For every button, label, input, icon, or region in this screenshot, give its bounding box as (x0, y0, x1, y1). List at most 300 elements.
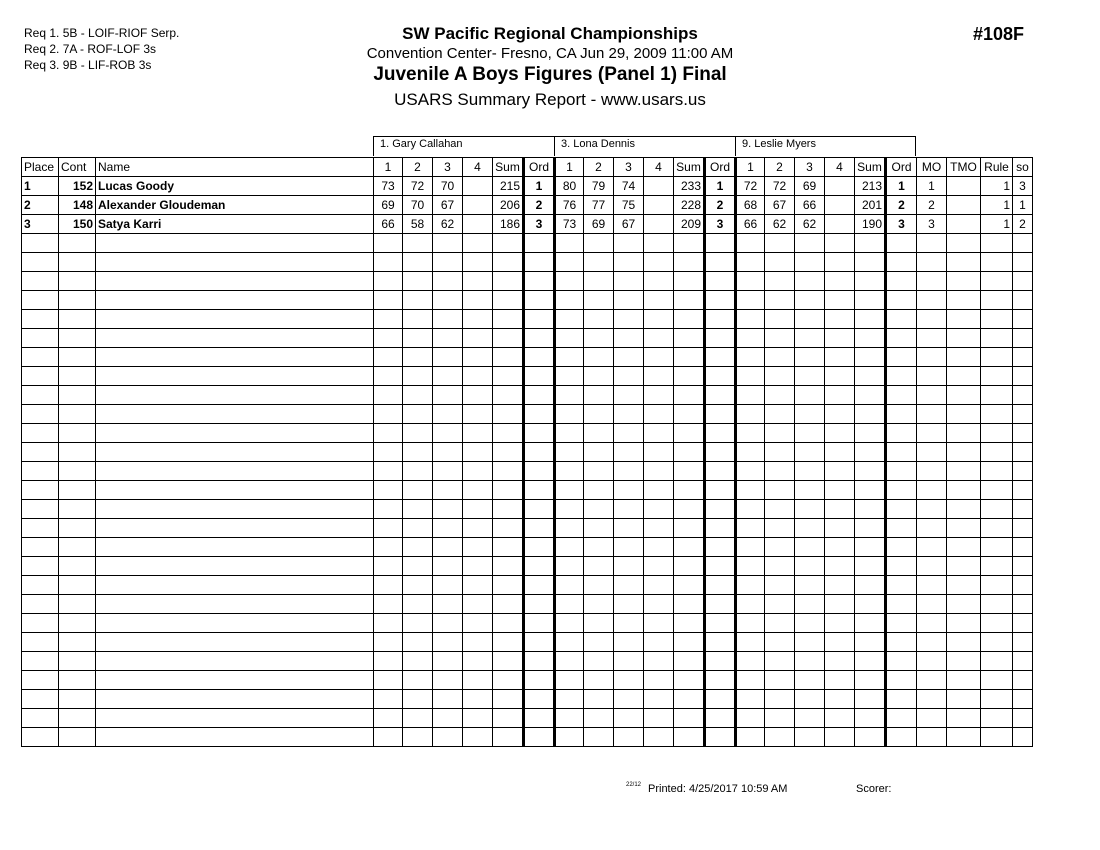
competition-title: SW Pacific Regional Championships (402, 24, 698, 43)
rule-cell: 1 (981, 177, 1013, 196)
cont-cell (59, 709, 96, 728)
judge2-score-3-cell (614, 367, 644, 386)
empty-row (22, 329, 1033, 348)
judge2-sum-cell: 228 (674, 196, 705, 215)
judge2-ord-cell (705, 709, 736, 728)
judge2-score-1-cell (555, 690, 584, 709)
judge-header-row (373, 136, 916, 157)
mo-cell (917, 595, 947, 614)
judge2-score-3-cell (614, 405, 644, 424)
rule-cell (981, 538, 1013, 557)
empty-row (22, 367, 1033, 386)
judge2-score-4-cell (644, 310, 674, 329)
judge3-score-3-cell (795, 367, 825, 386)
judge2-sum-cell (674, 728, 705, 747)
skater-name-cell (96, 652, 374, 671)
judge1-sum-cell (493, 272, 524, 291)
judge3-score-4-cell (825, 538, 855, 557)
skater-name-cell (96, 690, 374, 709)
skater-name-cell (96, 595, 374, 614)
judge3-score-2-cell (765, 386, 795, 405)
tmo-cell (947, 671, 981, 690)
judge2-ord-cell (705, 557, 736, 576)
judge2-score-1-cell (555, 348, 584, 367)
judge2-ord-cell: 2 (705, 196, 736, 215)
so-cell (1013, 348, 1033, 367)
judge1-score-2-cell (403, 633, 433, 652)
judge2-ord-cell (705, 348, 736, 367)
so-cell (1013, 310, 1033, 329)
judge1-ord-cell (524, 538, 555, 557)
rule-cell: 1 (981, 196, 1013, 215)
place-cell (22, 405, 59, 424)
judge2-score-2-cell (584, 595, 614, 614)
judge1-score-1-cell (374, 690, 403, 709)
judge1-score-3-cell (433, 424, 463, 443)
judge2-score-1-cell (555, 291, 584, 310)
judge3-score-4-cell (825, 595, 855, 614)
place-cell (22, 424, 59, 443)
place-cell (22, 234, 59, 253)
judge2-sum-cell (674, 500, 705, 519)
judge2-score-4-cell (644, 500, 674, 519)
judge1-sum-cell (493, 519, 524, 538)
judge3-score-3-cell (795, 500, 825, 519)
so-cell (1013, 272, 1033, 291)
judge3-ord-cell (886, 329, 917, 348)
so-cell (1013, 595, 1033, 614)
so-cell (1013, 462, 1033, 481)
judge1-score-4-cell (463, 500, 493, 519)
tmo-cell (947, 500, 981, 519)
judge1-ord-cell (524, 329, 555, 348)
tmo-cell (947, 519, 981, 538)
judge3-score-2-cell (765, 272, 795, 291)
judge2-ord-cell (705, 234, 736, 253)
judge1-score-3-cell: 70 (433, 177, 463, 196)
empty-row (22, 728, 1033, 747)
judge2-score-2-cell (584, 519, 614, 538)
judge1-sum-cell (493, 538, 524, 557)
judge3-ord-cell (886, 614, 917, 633)
judge3-ord-cell (886, 291, 917, 310)
judge3-score-4-cell (825, 500, 855, 519)
skater-name-cell (96, 443, 374, 462)
table-row (22, 215, 1033, 234)
judge3-score-2-cell (765, 614, 795, 633)
judge1-score-4-cell (463, 348, 493, 367)
judge3-ord-cell (886, 481, 917, 500)
judge2-score-2-cell (584, 234, 614, 253)
judge3-sum-cell (855, 538, 886, 557)
judge3-score-1-cell (736, 576, 765, 595)
mo-cell (917, 671, 947, 690)
empty-row (22, 386, 1033, 405)
judge3-score-3-cell (795, 557, 825, 576)
judge1-score-3-cell (433, 557, 463, 576)
cont-cell (59, 291, 96, 310)
rule-cell (981, 424, 1013, 443)
judge1-score-4-cell (463, 424, 493, 443)
judge2-score-1-cell (555, 443, 584, 462)
judge3-score-1-cell (736, 595, 765, 614)
judge2-sum-cell (674, 386, 705, 405)
judge1-score-3-cell (433, 234, 463, 253)
judge2-score-1-cell (555, 519, 584, 538)
judge3-score-1-cell (736, 500, 765, 519)
rule-cell (981, 652, 1013, 671)
judge3-sum-cell (855, 728, 886, 747)
judge1-score-2-cell: 70 (403, 196, 433, 215)
judge3-score-4-cell (825, 310, 855, 329)
judge2-score-3-cell: 67 (614, 215, 644, 234)
judge2-score-2-cell (584, 728, 614, 747)
judge3-score-4-cell (825, 196, 855, 215)
skater-name-cell (96, 272, 374, 291)
mo-cell (917, 253, 947, 272)
judge2-ord-cell (705, 519, 736, 538)
cont-cell (59, 329, 96, 348)
place-cell (22, 291, 59, 310)
judge2-score-2-cell (584, 291, 614, 310)
col-j1-ord: Ord (524, 158, 555, 177)
judge2-score-2-cell (584, 709, 614, 728)
judge3-score-4-cell (825, 291, 855, 310)
judge3-score-2-cell (765, 348, 795, 367)
col-j1-3: 3 (433, 158, 463, 177)
judge3-ord-cell (886, 367, 917, 386)
rule-cell (981, 443, 1013, 462)
judge1-sum-cell (493, 576, 524, 595)
judge2-score-1-cell (555, 310, 584, 329)
judge3-sum-cell (855, 253, 886, 272)
tmo-cell (947, 405, 981, 424)
judge3-score-2-cell (765, 652, 795, 671)
mo-cell (917, 329, 947, 348)
judge1-score-2-cell (403, 424, 433, 443)
col-j3-3: 3 (795, 158, 825, 177)
cont-cell (59, 614, 96, 633)
judge2-ord-cell (705, 500, 736, 519)
judge2-ord-cell (705, 386, 736, 405)
judge1-score-3-cell (433, 348, 463, 367)
judge3-ord-cell (886, 595, 917, 614)
judge3-score-2-cell (765, 557, 795, 576)
mo-cell: 3 (917, 215, 947, 234)
judge3-score-3-cell (795, 481, 825, 500)
judge3-sum-cell: 201 (855, 196, 886, 215)
skater-name-cell (96, 633, 374, 652)
judge3-score-1-cell (736, 671, 765, 690)
skater-name-cell (96, 234, 374, 253)
judge2-score-4-cell (644, 652, 674, 671)
judge1-score-4-cell (463, 443, 493, 462)
rule-cell (981, 728, 1013, 747)
judge3-ord-cell (886, 272, 917, 291)
judge3-sum-cell (855, 557, 886, 576)
judge1-ord-cell (524, 614, 555, 633)
so-cell (1013, 234, 1033, 253)
judge1-score-4-cell (463, 519, 493, 538)
judge1-sum-cell (493, 595, 524, 614)
judge1-score-2-cell (403, 519, 433, 538)
table-row (22, 177, 1033, 196)
judge2-score-3-cell (614, 519, 644, 538)
judge2-score-4-cell (644, 481, 674, 500)
judge2-score-4-cell (644, 405, 674, 424)
empty-row (22, 424, 1033, 443)
judge1-score-3-cell (433, 481, 463, 500)
empty-row (22, 481, 1033, 500)
judge2-ord-cell (705, 291, 736, 310)
cont-cell (59, 519, 96, 538)
skater-name-cell (96, 310, 374, 329)
judge1-score-1-cell (374, 557, 403, 576)
judge1-score-4-cell (463, 405, 493, 424)
mo-cell (917, 405, 947, 424)
empty-row (22, 595, 1033, 614)
so-cell (1013, 253, 1033, 272)
judge1-sum-cell (493, 234, 524, 253)
judge1-sum-cell (493, 709, 524, 728)
rule-cell (981, 329, 1013, 348)
judge2-score-3-cell (614, 671, 644, 690)
judge1-score-4-cell (463, 652, 493, 671)
mo-cell (917, 348, 947, 367)
judge2-score-3-cell (614, 709, 644, 728)
judge3-score-3-cell (795, 253, 825, 272)
judge3-score-1-cell (736, 690, 765, 709)
footer-code: 22/12 (626, 782, 642, 788)
tmo-cell (947, 728, 981, 747)
judge3-score-1-cell (736, 348, 765, 367)
judge2-ord-cell (705, 367, 736, 386)
col-cont: Cont (59, 158, 96, 177)
so-cell (1013, 481, 1033, 500)
judge3-ord-cell (886, 424, 917, 443)
judge2-score-1-cell (555, 500, 584, 519)
judge2-ord-cell (705, 576, 736, 595)
place-cell (22, 500, 59, 519)
col-j3-1: 1 (736, 158, 765, 177)
tmo-cell (947, 576, 981, 595)
judge3-score-4-cell (825, 329, 855, 348)
tmo-cell (947, 310, 981, 329)
judge1-score-3-cell (433, 310, 463, 329)
judge2-ord-cell (705, 652, 736, 671)
judge1-score-3-cell (433, 443, 463, 462)
judge3-score-4-cell (825, 215, 855, 234)
col-j2-sum: Sum (674, 158, 705, 177)
judge2-sum-cell (674, 671, 705, 690)
judge1-score-2-cell (403, 557, 433, 576)
judge2-sum-cell (674, 291, 705, 310)
cont-cell (59, 253, 96, 272)
tmo-cell (947, 557, 981, 576)
judge2-score-1-cell (555, 481, 584, 500)
judge1-ord-cell (524, 671, 555, 690)
judge2-score-1-cell (555, 329, 584, 348)
judge1-score-2-cell (403, 405, 433, 424)
cont-cell (59, 367, 96, 386)
rule-cell (981, 234, 1013, 253)
so-cell (1013, 500, 1033, 519)
judge3-score-2-cell (765, 424, 795, 443)
judge1-ord-cell (524, 633, 555, 652)
judge1-sum-cell (493, 424, 524, 443)
skater-name-cell (96, 424, 374, 443)
empty-row (22, 405, 1033, 424)
so-cell (1013, 405, 1033, 424)
judge1-score-3-cell (433, 728, 463, 747)
tmo-cell (947, 595, 981, 614)
rule-cell (981, 671, 1013, 690)
empty-row (22, 614, 1033, 633)
empty-row (22, 443, 1033, 462)
judge3-sum-cell (855, 652, 886, 671)
judge2-score-4-cell (644, 709, 674, 728)
judge1-score-3-cell (433, 671, 463, 690)
judge2-score-2-cell (584, 671, 614, 690)
judge1-ord-cell (524, 481, 555, 500)
skater-name-cell (96, 329, 374, 348)
empty-row (22, 462, 1033, 481)
judge1-score-4-cell (463, 614, 493, 633)
so-cell (1013, 538, 1033, 557)
judge2-ord-cell (705, 595, 736, 614)
rule-cell (981, 690, 1013, 709)
judge3-score-4-cell (825, 614, 855, 633)
judge2-score-3-cell (614, 557, 644, 576)
judge2-score-3-cell (614, 291, 644, 310)
judge3-score-3-cell (795, 576, 825, 595)
judge3-score-1-cell (736, 424, 765, 443)
judge1-ord-cell (524, 576, 555, 595)
judge2-score-3-cell (614, 500, 644, 519)
judge3-score-1-cell (736, 633, 765, 652)
judge2-score-4-cell (644, 196, 674, 215)
judge3-ord-cell (886, 728, 917, 747)
judge2-score-4-cell (644, 424, 674, 443)
tmo-cell (947, 177, 981, 196)
judge3-score-1-cell (736, 272, 765, 291)
so-cell (1013, 728, 1033, 747)
judge3-ord-cell (886, 462, 917, 481)
judge3-score-1-cell (736, 709, 765, 728)
judge1-sum-cell (493, 481, 524, 500)
skater-name-cell (96, 481, 374, 500)
judge1-score-2-cell (403, 348, 433, 367)
judge1-score-2-cell (403, 614, 433, 633)
judge2-score-4-cell (644, 519, 674, 538)
judge1-score-1-cell (374, 728, 403, 747)
col-j3-4: 4 (825, 158, 855, 177)
judge3-score-1-cell: 66 (736, 215, 765, 234)
judge2-sum-cell (674, 557, 705, 576)
judge2-ord-cell (705, 690, 736, 709)
rule-cell (981, 481, 1013, 500)
judge1-score-3-cell (433, 253, 463, 272)
judge3-sum-cell (855, 405, 886, 424)
judge3-score-4-cell (825, 671, 855, 690)
col-j2-1: 1 (555, 158, 584, 177)
judge1-score-4-cell (463, 633, 493, 652)
column-header-row (22, 158, 1033, 177)
judge2-score-4-cell (644, 291, 674, 310)
judge1-score-3-cell: 67 (433, 196, 463, 215)
tmo-cell (947, 462, 981, 481)
mo-cell (917, 367, 947, 386)
judge3-score-3-cell (795, 272, 825, 291)
skater-name-cell (96, 386, 374, 405)
judge2-score-4-cell (644, 671, 674, 690)
place-cell (22, 671, 59, 690)
judge2-score-2-cell (584, 386, 614, 405)
judge3-score-3-cell (795, 386, 825, 405)
judge3-sum-cell (855, 633, 886, 652)
judge2-score-3-cell (614, 690, 644, 709)
judge1-score-2-cell (403, 272, 433, 291)
rule-cell (981, 500, 1013, 519)
judge1-score-4-cell (463, 234, 493, 253)
judge2-score-2-cell: 77 (584, 196, 614, 215)
judge3-ord-cell (886, 348, 917, 367)
rule-cell (981, 386, 1013, 405)
judge3-ord-cell (886, 576, 917, 595)
place-cell (22, 253, 59, 272)
judge2-score-4-cell (644, 557, 674, 576)
rule-cell (981, 310, 1013, 329)
judge2-score-4-cell (644, 253, 674, 272)
judge2-score-2-cell (584, 614, 614, 633)
judge2-ord-cell (705, 481, 736, 500)
judge1-score-4-cell (463, 310, 493, 329)
judge1-sum-cell (493, 462, 524, 481)
tmo-cell (947, 690, 981, 709)
skater-name-cell: Alexander Gloudeman (96, 196, 374, 215)
judge3-score-3-cell (795, 728, 825, 747)
judge2-sum-cell (674, 405, 705, 424)
judge2-score-4-cell (644, 348, 674, 367)
skater-name-cell: Lucas Goody (96, 177, 374, 196)
judge-name-3: 9. Leslie Myers (735, 136, 916, 156)
place-cell (22, 462, 59, 481)
judge2-sum-cell (674, 272, 705, 291)
judge2-ord-cell (705, 671, 736, 690)
judge2-sum-cell: 233 (674, 177, 705, 196)
judge1-score-3-cell (433, 500, 463, 519)
judge1-score-4-cell (463, 709, 493, 728)
judge1-sum-cell (493, 690, 524, 709)
cont-cell (59, 424, 96, 443)
judge2-score-2-cell (584, 462, 614, 481)
rule-cell: 1 (981, 215, 1013, 234)
results-table (21, 157, 1033, 747)
mo-cell (917, 519, 947, 538)
judge3-score-1-cell (736, 614, 765, 633)
judge2-score-1-cell (555, 538, 584, 557)
judge2-score-2-cell (584, 310, 614, 329)
col-mo: MO (917, 158, 947, 177)
judge3-score-4-cell (825, 519, 855, 538)
judge1-ord-cell (524, 291, 555, 310)
rule-cell (981, 367, 1013, 386)
judge3-score-2-cell (765, 576, 795, 595)
judge1-sum-cell (493, 633, 524, 652)
col-j1-4: 4 (463, 158, 493, 177)
judge1-score-4-cell (463, 671, 493, 690)
judge3-score-4-cell (825, 652, 855, 671)
